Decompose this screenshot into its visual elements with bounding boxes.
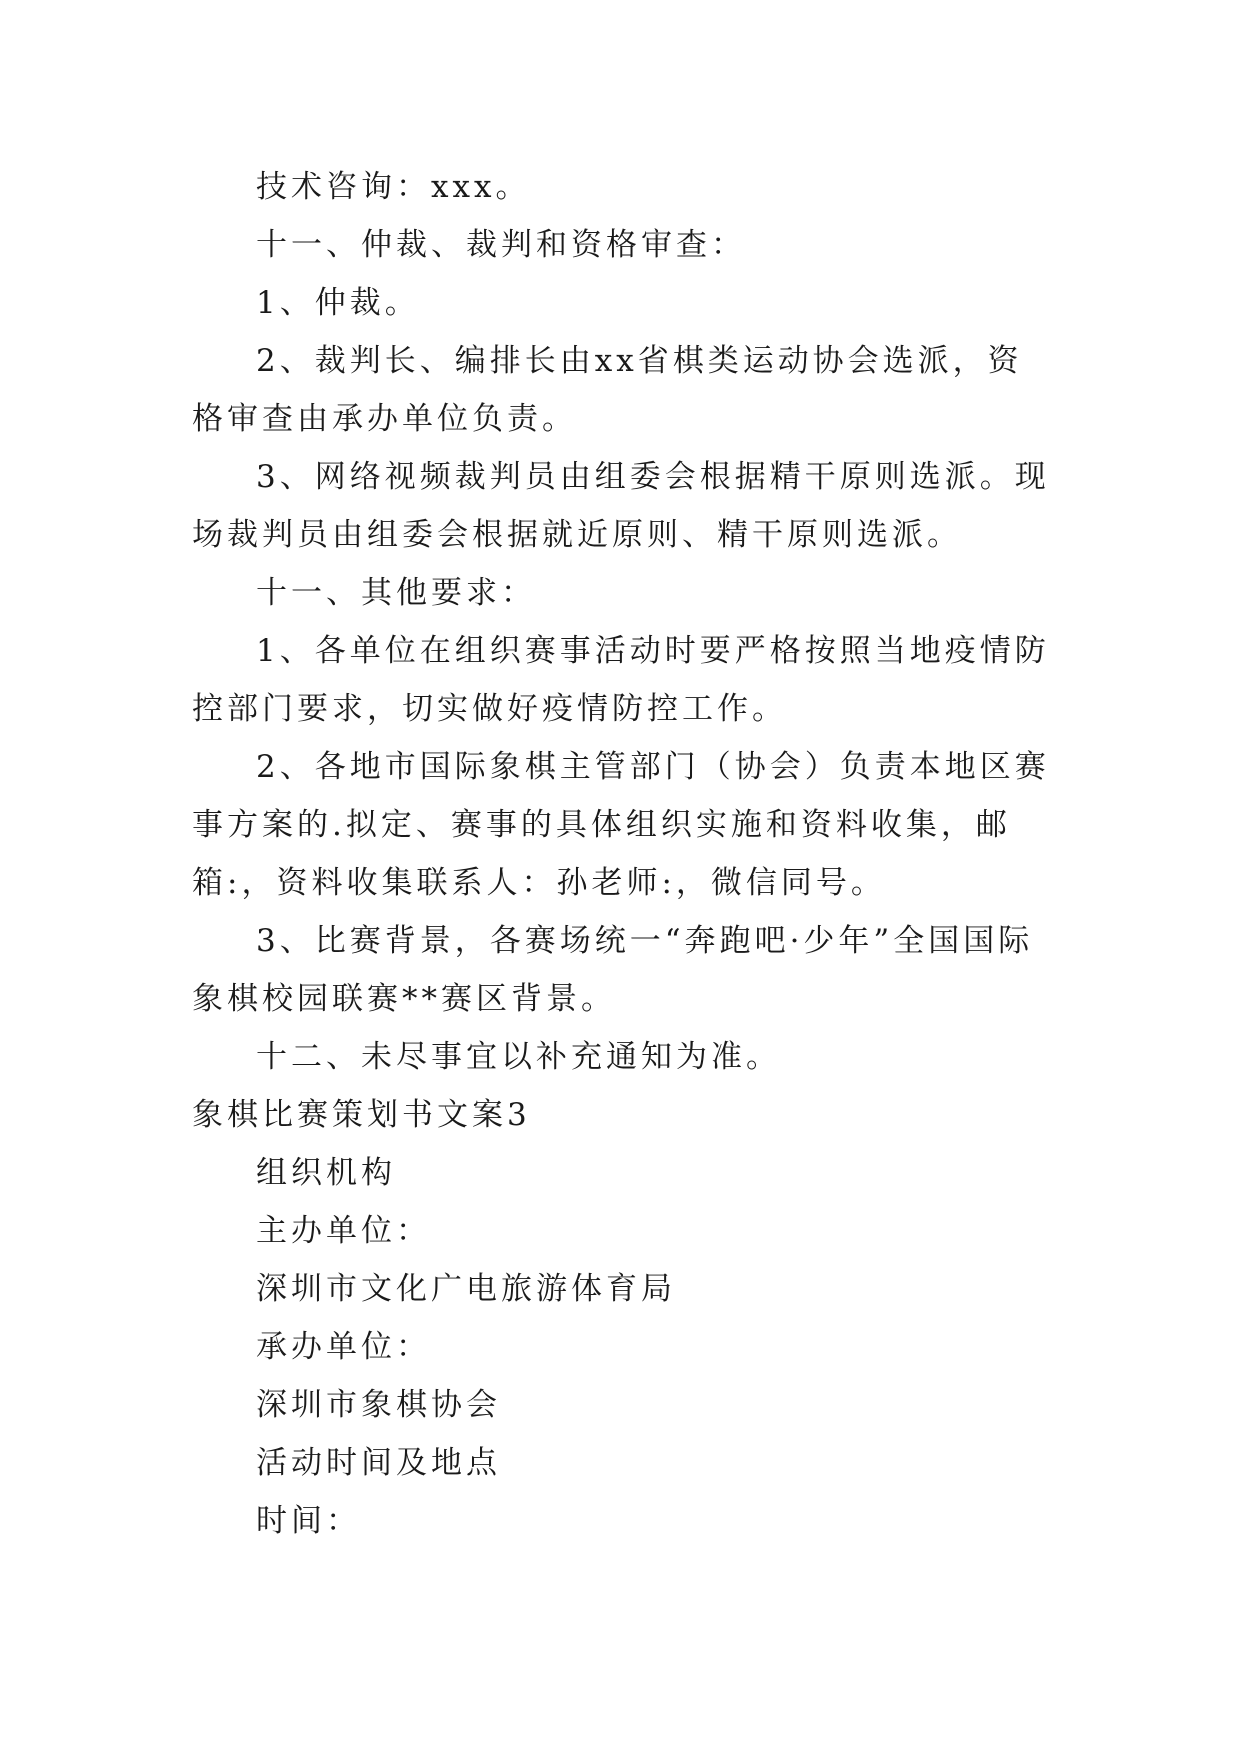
paragraph-supplement: 十二、未尽事宜以补充通知为准。 xyxy=(256,1039,781,1075)
paragraph-org: 组织机构 xyxy=(256,1155,396,1191)
paragraph-organizer: 深圳市象棋协会 xyxy=(256,1387,501,1423)
paragraph-background: 3、比赛背景，各赛场统一“奔跑吧·少年”全国国际象棋校园联赛**赛区背景。 xyxy=(192,923,1034,1017)
paragraph-tech-consult: 技术咨询：xxx。 xyxy=(256,169,531,205)
paragraph-city-dept: 2、各地市国际象棋主管部门（协会）负责本地区赛事方案的.拟定、赛事的具体组织实施和资料收集，邮箱:，资料收集联系人：孙老师:，微信同号。 xyxy=(192,749,1050,901)
paragraph-referee-chief: 2、裁判长、编排长由xx省棋类运动协会选派，资格审查由承办单位负责。 xyxy=(192,343,1023,437)
paragraph-organizer-label: 承办单位： xyxy=(256,1329,431,1365)
section-title: 象棋比赛策划书文案3 xyxy=(192,1097,531,1133)
paragraph-heading-other: 十一、其他要求： xyxy=(256,575,536,611)
paragraph-host-label: 主办单位： xyxy=(256,1213,431,1249)
paragraph-time-label: 时间： xyxy=(256,1503,361,1539)
paragraph-host: 深圳市文化广电旅游体育局 xyxy=(256,1271,676,1307)
paragraph-heading-arbitration: 十一、仲裁、裁判和资格审查： xyxy=(256,227,746,263)
paragraph-arbitration: 1、仲裁。 xyxy=(256,285,420,321)
paragraph-video-referee: 3、网络视频裁判员由组委会根据精干原则选派。现场裁判员由组委会根据就近原则、精干原则选派。 xyxy=(192,459,1050,553)
paragraph-epidemic: 1、各单位在组织赛事活动时要严格按照当地疫情防控部门要求，切实做好疫情防控工作。 xyxy=(192,633,1050,727)
paragraph-time-place: 活动时间及地点 xyxy=(256,1445,501,1481)
